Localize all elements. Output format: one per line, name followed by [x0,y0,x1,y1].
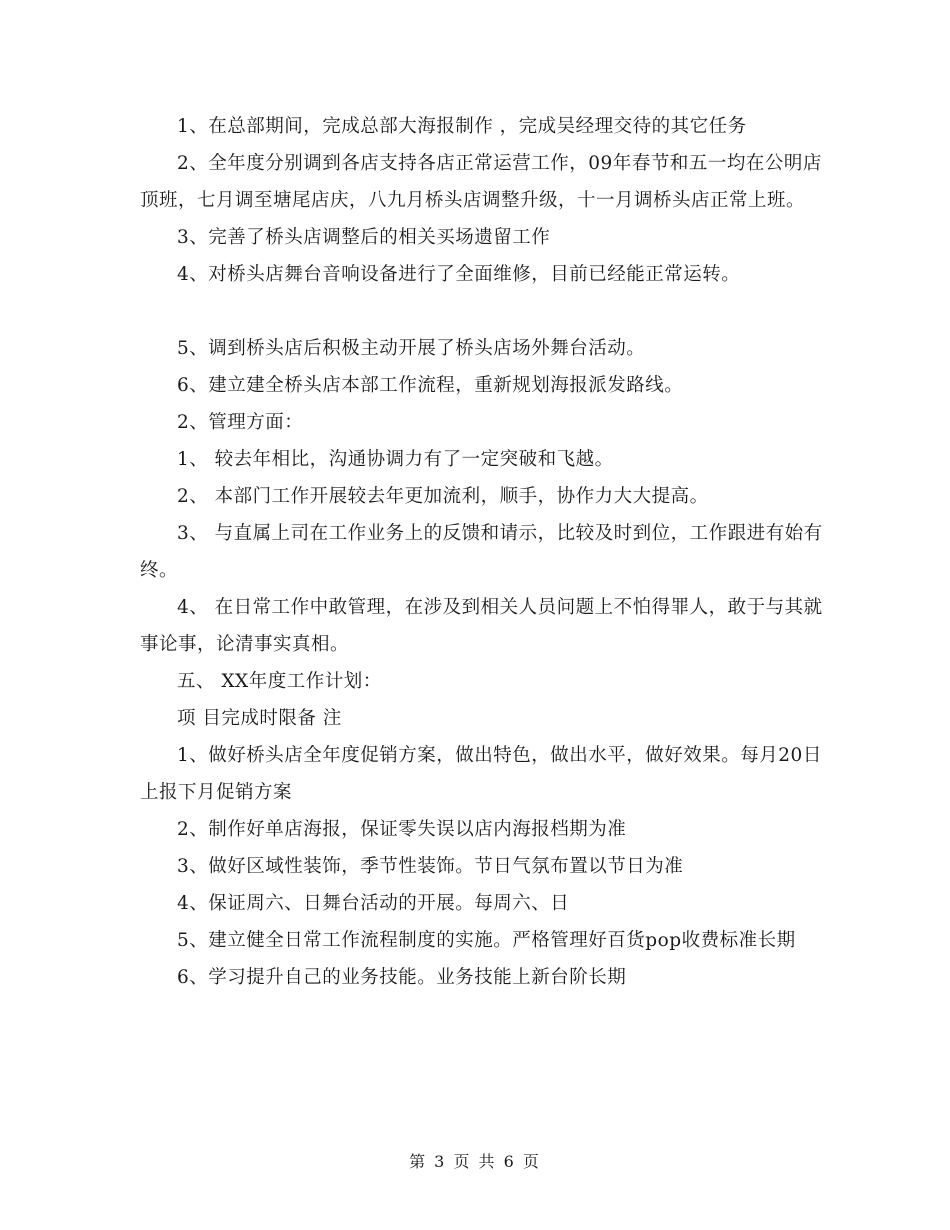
paragraph-1: 1、在总部期间，完成总部大海报制作 ，完成吴经理交待的其它任务 [177,116,747,137]
plan-item-5: 5、建立健全日常工作流程制度的实施。严格管理好百货pop收费标准长期 [177,930,796,951]
document-body [140,108,830,996]
paragraph-3: 3、完善了桥头店调整后的相关买场遗留工作 [177,227,551,248]
paragraph-9: 3、 与直属上司在工作业务上的反馈和请示，比较及时到位，工作跟进有始有终。 [140,523,823,581]
paragraph-10: 4、 在日常工作中敢管理，在涉及到相关人员问题上不怕得罪人，敢于与其就事论事，论清事实真相。 [140,597,823,655]
plan-item-4: 4、保证周六、日舞台活动的开展。每周六、日 [177,893,570,914]
paragraph-6: 6、建立建全桥头店本部工作流程，重新规划海报派发路线。 [177,375,684,396]
plan-item-3: 3、做好区域性装饰，季节性装饰。节日气氛布置以节日为准 [177,856,684,877]
paragraph-2: 2、全年度分别调到各店支持各店正常运营工作，09年春节和五一均在公明店顶班，七月调至塘尾店庆，八九月桥头店调整升级，十一月调桥头店正常上班。 [140,153,822,211]
paragraph-7: 1、 较去年相比，沟通协调力有了一定突破和飞越。 [177,449,614,470]
plan-item-1: 1、做好桥头店全年度促销方案，做出特色，做出水平，做好效果。每月20日上报下月促销方案 [140,745,822,803]
paragraph-8: 2、 本部门工作开展较去年更加流利，顺手，协作力大大提高。 [177,486,709,507]
section-heading-management: 2、管理方面： [177,412,304,433]
page-number-footer: 第 3 页 共 6 页 [409,1152,541,1171]
section-heading-plan: 五、 XX年度工作计划： [177,671,382,692]
blank-line [140,293,830,330]
paragraph-5: 5、调到桥头店后积极主动开展了桥头店场外舞台活动。 [177,338,646,359]
paragraph-4: 4、对桥头店舞台音响设备进行了全面维修，目前已经能正常运转。 [177,264,741,285]
plan-table-header: 项 目完成时限备 注 [177,708,342,729]
plan-item-2: 2、制作好单店海报，保证零失误以店内海报档期为准 [177,819,627,840]
plan-item-6: 6、学习提升自己的业务技能。业务技能上新台阶长期 [177,967,627,988]
